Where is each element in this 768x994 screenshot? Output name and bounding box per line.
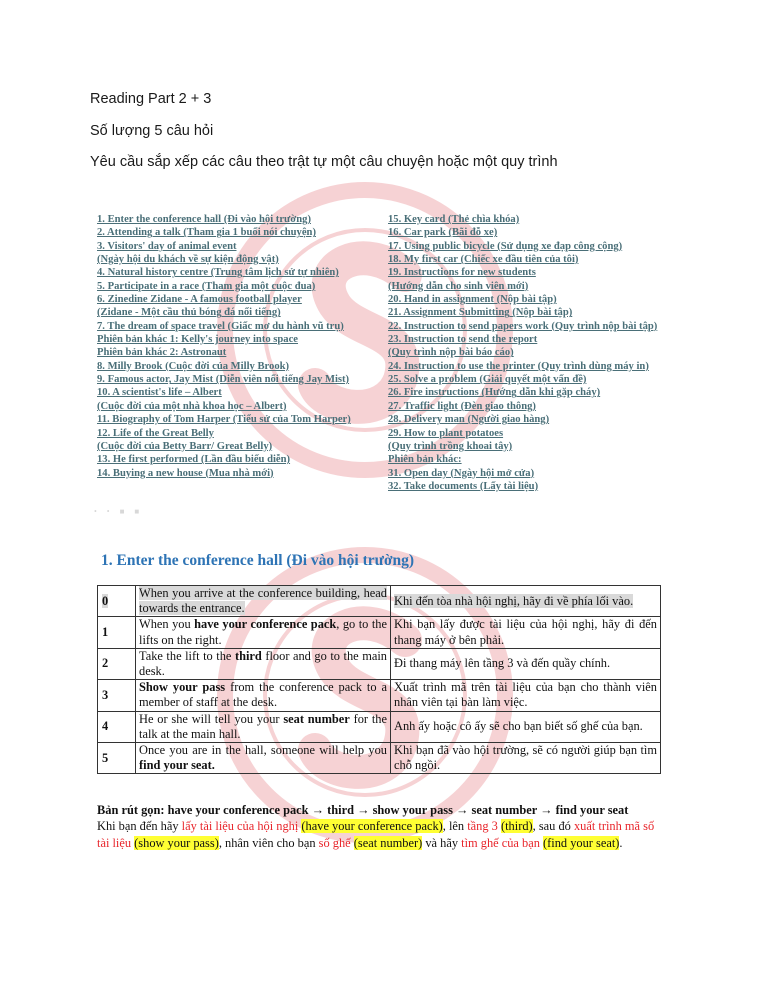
topic-link[interactable]: Phiên bản khác 1: Kelly's journey into space [97,334,299,346]
keyword-highlight: (show your pass) [134,835,219,850]
topic-link[interactable]: 15. Key card (Thẻ chìa khóa) [388,214,520,225]
topic-link[interactable]: 5. Participate in a race (Tham gia một cuộc đua) [97,280,316,292]
summary-text: Khi bạn đến hãy [97,819,182,834]
table-row [98,617,661,648]
topic-list-right [388,213,657,493]
topic-link[interactable]: 13. He first performed (Lần đầu biểu diễn) [97,454,291,466]
doc-title: Reading Part 2 + 3 [90,91,212,107]
translation-highlight: lấy tài liệu của hội nghị [181,819,299,834]
summary-text: và hãy [422,835,462,850]
topic-link[interactable]: 1. Enter the conference hall (Đi vào hội trường) [97,214,311,225]
summary-text: , sau đó [532,819,574,834]
topic-link[interactable]: 14. Buying a new house (Mua nhà mới) [97,467,274,479]
step-english: Once you are in the hall, someone will help you find your seat. [136,743,391,774]
keyword-highlight: (have your conference pack) [301,819,443,834]
step-vietnamese: Xuất trình mã trên tài liệu của bạn cho thành viên nhân viên tại bàn làm việc. [391,680,661,711]
step-english: He or she will tell you your seat number for the talk at the main hall. [136,711,391,742]
topic-link[interactable]: 27. Traffic light (Đèn giao thông) [388,400,536,412]
summary-text: , lên [442,819,468,834]
topic-link[interactable]: 2. Attending a talk (Tham gia 1 buổi nói chuyện) [97,227,316,239]
steps-table [97,585,661,774]
topic-link[interactable]: 20. Hand in assignment (Nộp bài tập) [388,294,557,306]
topic-link[interactable]: 26. Fire instructions (Hướng dẫn khi gặp cháy) [388,387,601,399]
topic-link[interactable]: 25. Solve a problem (Giải quyết một vấn đề) [388,374,587,386]
step-vietnamese: Đi thang máy lên tầng 3 và đến quầy chính. [391,648,661,679]
translation-highlight: tầng 3 [467,819,498,834]
keyword-highlight: (third) [500,819,533,834]
topic-link[interactable]: 7. The dream of space travel (Giấc mơ du hành vũ trụ) [97,320,344,332]
topic-link[interactable]: 4. Natural history centre (Trung tâm lịch sử tự nhiên) [97,267,339,279]
topic-link[interactable]: (Cuộc đời của Betty Barr/ Great Belly) [97,440,273,452]
keyword-highlight: (seat number) [353,835,423,850]
topic-link[interactable]: 6. Zinedine Zidane - A famous football player [97,294,302,306]
translation-highlight: số ghế [318,835,351,850]
topic-link[interactable]: Phiên bản khác 2: Astronaut [97,347,227,359]
topic-link[interactable]: (Quy trình trồng khoai tây) [388,440,513,452]
topic-link[interactable]: 23. Instruction to send the report [388,334,538,346]
topic-link[interactable]: 31. Open day (Ngày hội mở cửa) [388,467,535,479]
step-number: 2 [98,648,136,679]
topic-link[interactable]: 12. Life of the Great Belly [97,427,214,439]
step-number: 4 [98,711,136,742]
step-number: 3 [98,680,136,711]
topic-link[interactable]: 17. Using public bicycle (Sử dụng xe đạp công cộng) [388,240,623,252]
step-vietnamese: Khi bạn lấy được tài liệu của hội nghị, hãy đi đến thang máy ở bên phải. [391,617,661,648]
divider-dots: • • ■ ■ [94,507,144,516]
topic-link[interactable]: (Hướng dẫn cho sinh viên mới) [388,280,529,292]
topic-link[interactable]: 32. Take documents (Lấy tài liệu) [388,480,539,492]
topic-link[interactable]: 22. Instruction to send papers work (Quy trình nộp bài tập) [388,320,658,332]
topic-link[interactable]: (Ngày hội du khách về sự kiện động vật) [97,254,279,266]
topic-link[interactable]: 8. Milly Brook (Cuộc đời của Milly Brook) [97,360,290,372]
step-english: When you arrive at the conference building, head towards the entrance. [136,586,391,617]
summary-explanation [97,818,667,851]
topic-link[interactable]: 29. How to plant potatoes [388,427,504,439]
table-row [98,743,661,774]
section-heading: 1. Enter the conference hall (Đi vào hội trường) [101,552,415,569]
task-instruction: Yêu cầu sắp xếp các câu theo trật tự một câu chuyện hoặc một quy trình [90,154,558,170]
translation-highlight: xuất trình mã số tài liệu [97,819,655,850]
summary-block [97,802,667,851]
topic-link[interactable]: 9. Famous actor, Jay Mist (Diễn viên nổi tiếng Jay Mist) [97,374,350,386]
topic-link[interactable]: 24. Instruction to use the printer (Quy trình dùng máy in) [388,360,649,372]
step-english: When you have your conference pack, go to the lifts on the right. [136,617,391,648]
table-row [98,648,661,679]
step-vietnamese: Khi đến tòa nhà hội nghị, hãy đi về phía lối vào. [391,586,661,617]
topic-link[interactable]: 11. Biography of Tom Harper (Tiểu sử của Tom Harper) [97,414,351,426]
topic-link[interactable]: 18. My first car (Chiếc xe đầu tiên của tôi) [388,254,579,266]
topic-list-left [97,213,351,480]
summary-text: , nhân viên cho bạn [218,835,319,850]
topic-link[interactable]: 28. Delivery man (Người giao hàng) [388,414,550,426]
table-row [98,680,661,711]
table-row [98,586,661,617]
topic-link[interactable]: (Zidane - Một cầu thủ bóng đá nổi tiếng) [97,307,281,319]
question-count: Số lượng 5 câu hỏi [90,123,214,139]
topic-link[interactable]: (Quy trình nộp bài báo cáo) [388,347,514,359]
step-vietnamese: Anh ấy hoặc cô ấy sẽ cho bạn biết số ghế của bạn. [391,711,661,742]
topic-link[interactable]: 3. Visitors' day of animal event [97,240,237,252]
keyword-highlight: (find your seat) [543,835,620,850]
step-number: 5 [98,743,136,774]
step-english: Show your pass from the conference pack to a member of staff at the desk. [136,680,391,711]
step-number: 1 [98,617,136,648]
summary-title: Bản rút gọn: have your conference pack → third → show your pass → seat number → find your seat [97,803,629,817]
translation-highlight: tìm ghế của bạn [461,835,540,850]
step-english: Take the lift to the third floor and go to the main desk. [136,648,391,679]
topic-link[interactable]: 16. Car park (Bãi đỗ xe) [388,227,498,239]
step-number: 0 [98,586,136,617]
topic-link[interactable]: Phiên bản khác: [388,454,462,466]
step-vietnamese: Khi bạn đã vào hội trường, sẽ có người giúp bạn tìm chỗ ngồi. [391,743,661,774]
topic-link[interactable]: (Cuộc đời của một nhà khoa học – Albert) [97,400,287,412]
topic-link[interactable]: 21. Assignment Submitting (Nộp bài tập) [388,307,573,319]
topic-link[interactable]: 19. Instructions for new students [388,267,536,279]
summary-text: . [619,835,623,850]
topic-link[interactable]: 10. A scientist's life – Albert [97,387,222,399]
table-row [98,711,661,742]
